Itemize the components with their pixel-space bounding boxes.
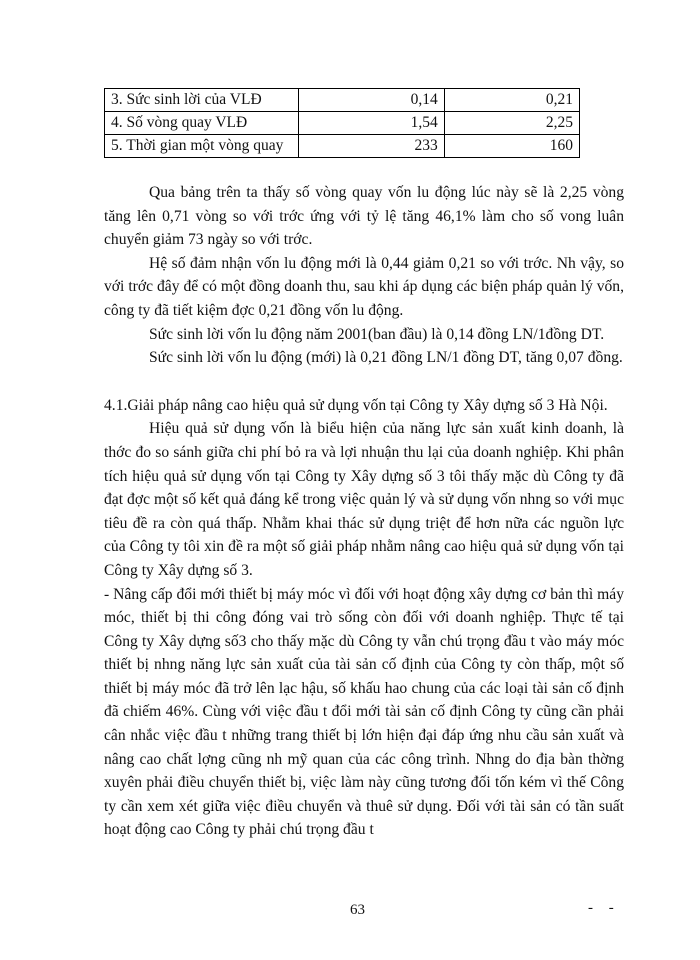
table-cell: 233 [299,135,444,158]
table-cell: 4. Số vòng quay VLĐ [105,112,299,135]
paragraph: Sức sinh lời vốn lu động (mới) là 0,21 đồng LN/1 đồng DT, tăng 0,07 đồng. [149,349,623,367]
table-cell: 0,21 [444,89,579,112]
paragraph: Sức sinh lời vốn lu động năm 2001(ban đầu) là 0,14 đồng LN/1đồng DT. [149,325,605,343]
section-heading: 4.1.Giải pháp nâng cao hiệu quả sử dụng vốn tại Công ty Xây dựng số 3 Hà Nội. [104,396,608,414]
table-row [105,135,580,158]
table-row [105,112,580,135]
paragraph: Hiệu quả sử dụng vốn là biểu hiện của năng lực sản xuất kinh doanh, là thớc đo so sánh giữa chi phí bỏ ra và lợi nhuận thu lại của doanh nghiệp. Khi phân tích hiệu quả sử dụng vốn tại Công ty Xây dựng số 3 tôi thấy mặc dù Công ty đã đạt đợc một số kết quả đáng kể trong việc quản lý và sử dụng vốn nhng so với mục tiêu đề ra còn quá thấp. Nhằm khai thác sử dụng triệt để hơn nữa các nguồn lực của Công ty tôi xin đề ra một số giải pháp nhằm nâng cao hiệu quả sử dụng vốn tại Công ty Xây dựng số 3. [104,420,624,579]
paragraph: Hệ số đảm nhận vốn lu động mới là 0,44 giảm 0,21 so với trớc. Nh vậy, so với trớc đây để có một đồng doanh thu, sau khi áp dụng các biện pháp quản lý vốn, công ty đã tiết kiệm đợc 0,21 đồng vốn lu động. [104,254,624,319]
table-cell: 0,14 [299,89,444,112]
paragraph: - Nâng cấp đổi mới thiết bị máy móc vì đối với hoạt động xây dựng cơ bản thì máy móc, thiết bị thi công đóng vai trò sống còn đối với doanh nghiệp. Thực tế tại Công ty Xây dựng số3 cho thấy mặc dù Công ty vẫn chú trọng đầu t vào máy móc thiết bị nhng năng lực sản xuất của tài sản cố định của Công ty còn thấp, một số thiết bị máy móc đã trở lên lạc hậu, số khấu hao chung của các loại tài sản cố định đã chiếm 46%. Cùng với việc đầu t đổi mới tài sản cố định Công ty cũng cần phải cân nhắc việc đầu t những trang thiết bị lớn hiện đại đáp ứng nhu cầu sản xuất và nâng cao chất lợng cũng nh mỹ quan của các công trình. Nhng do địa bàn thờng xuyên phải điều chuyển thiết bị, việc làm này cũng tương đối tốn kém vì thế Công ty cần xem xét giữa việc điều chuyển và thuê sử dụng. Đối với tài sản có tần suất hoạt động cao Công ty phải chú trọng đầu t [104,585,624,839]
table-cell: 3. Sức sinh lời của VLĐ [105,89,299,112]
footer-dashes: - - [588,900,620,916]
paragraph: Qua bảng trên ta thấy số vòng quay vốn lu động lúc này sẽ là 2,25 vòng tăng lên 0,71 vòng so với trớc ứng với tỷ lệ tăng 46,1% làm cho số vong luân chuyển giảm 73 ngày so với trớc. [104,184,624,249]
page-number: 63 [350,902,365,918]
body-text [104,181,624,842]
table-cell: 160 [444,135,579,158]
table-cell: 5. Thời gian một vòng quay [105,135,299,158]
table-cell: 2,25 [444,112,579,135]
table-row [105,89,580,112]
capital-efficiency-table [104,88,580,158]
table-cell: 1,54 [299,112,444,135]
